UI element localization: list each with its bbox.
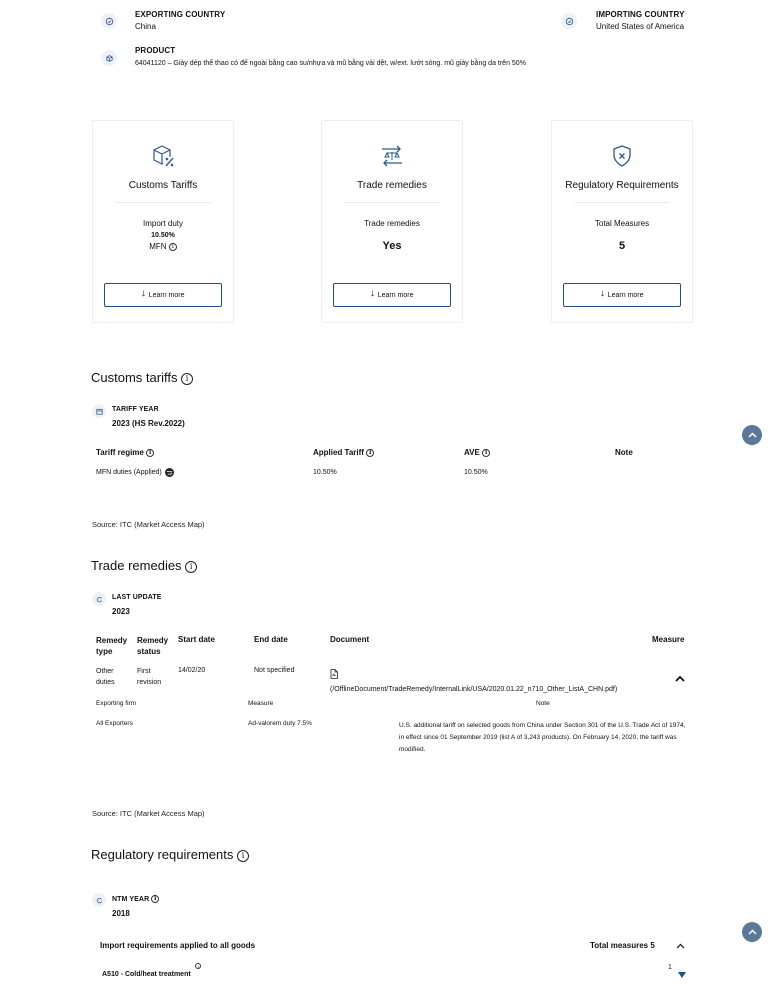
arrow-down-icon: 🡓 <box>600 289 605 298</box>
remedies-source: Source: ITC (Market Access Map) <box>92 809 205 818</box>
product-value: 64041120 – Giày dép thể thao có đế ngoài bằng cao su/nhựa và mũ bằng vải dệt, w/ext. lướt sóng. mũ giày bằng da trên 50% <box>135 60 526 67</box>
exporting-country-block <box>101 10 225 31</box>
info-icon[interactable]: i <box>366 449 374 457</box>
customs-tariffs-card <box>92 120 234 323</box>
info-icon[interactable]: i <box>181 373 193 385</box>
ntm-year-block <box>92 893 159 918</box>
tariff-regime-header: Tariff regime i <box>96 448 154 457</box>
info-icon[interactable]: i <box>482 449 490 457</box>
exporting-firm-cell: All Exporters <box>96 720 133 727</box>
product-block <box>101 46 526 67</box>
check-circle-icon <box>561 13 577 29</box>
check-circle-icon <box>101 13 117 29</box>
card-divider <box>115 202 211 203</box>
remedy-status-cell: First revision <box>137 668 162 686</box>
shield-x-icon <box>552 143 692 174</box>
exporting-country-value: China <box>135 22 156 31</box>
total-measures-label: Total measures 5 <box>590 940 655 950</box>
import-requirements-group[interactable] <box>100 938 690 952</box>
card-divider <box>344 202 440 203</box>
product-label: PRODUCT <box>135 46 176 55</box>
remedy-status-header: Remedy status <box>137 636 169 656</box>
document-cell[interactable] <box>330 666 617 693</box>
measure-item-count: 1 <box>668 964 672 971</box>
card-subtitle: Trade remedies <box>364 219 420 228</box>
box-icon <box>101 50 117 66</box>
tariff-year-value: 2023 (HS Rev.2022) <box>112 419 185 428</box>
regulatory-title: Regulatory requirements <box>91 847 234 862</box>
card-subtitle: Import duty <box>142 219 183 228</box>
start-date-header: Start date <box>178 635 215 644</box>
tariff-year-block <box>92 404 185 428</box>
end-date-header: End date <box>254 635 288 644</box>
ntm-year-label: NTM YEAR i <box>112 895 159 903</box>
info-icon[interactable]: i <box>169 243 177 251</box>
learn-more-label: Learn more <box>607 291 644 299</box>
collapse-chevron-up-icon[interactable] <box>675 669 685 687</box>
card-title: Regulatory Requirements <box>565 180 679 191</box>
last-update-value: 2023 <box>112 607 130 616</box>
last-update-block <box>92 592 162 616</box>
exporting-firm-header: Exporting firm <box>96 700 137 707</box>
info-icon[interactable]: i <box>185 561 197 573</box>
calendar-icon <box>92 404 106 418</box>
card-title: Trade remedies <box>357 180 427 191</box>
importing-country-block <box>561 10 685 31</box>
arrow-down-icon: 🡓 <box>141 289 146 298</box>
learn-more-label: Learn more <box>377 291 414 299</box>
chevron-up-icon[interactable] <box>676 936 685 954</box>
info-icon[interactable]: i <box>151 895 159 903</box>
card-subtitle: Total Measures <box>594 219 650 228</box>
document-header: Document <box>330 635 370 644</box>
learn-more-button[interactable] <box>563 283 681 307</box>
scales-icon <box>322 143 462 174</box>
learn-more-label: Learn more <box>148 291 185 299</box>
import-duty-value: 10.50% <box>151 232 175 239</box>
tariff-regime-cell: MFN duties (Applied) <box>96 468 174 477</box>
last-update-label: LAST UPDATE <box>112 594 162 601</box>
ave-header: AVE i <box>464 448 490 457</box>
refresh-icon <box>92 893 106 907</box>
info-icon[interactable]: i <box>195 963 201 969</box>
trade-remedies-value: Yes <box>382 240 402 252</box>
box-percent-icon <box>93 143 233 174</box>
mfn-label: MFN <box>149 242 167 251</box>
globe-icon[interactable] <box>165 468 174 477</box>
scroll-top-button[interactable] <box>742 425 762 445</box>
importing-country-label: IMPORTING COUNTRY <box>596 10 685 19</box>
regulatory-requirements-card <box>551 120 693 323</box>
customs-tariffs-title: Customs tariffs <box>91 370 178 385</box>
note-header: Note <box>615 448 633 457</box>
info-icon[interactable]: i <box>146 449 154 457</box>
sub-measure-cell: Ad-valorem duty 7.5% <box>248 720 312 727</box>
remedy-type-cell: Other duties <box>96 668 115 686</box>
applied-tariff-cell: 10.50% <box>313 469 337 476</box>
trade-remedies-heading <box>91 558 197 573</box>
mfn-label-row <box>93 242 233 251</box>
scroll-top-button[interactable] <box>742 922 762 942</box>
card-title: Customs Tariffs <box>128 180 198 191</box>
pdf-file-icon[interactable] <box>330 666 338 683</box>
chevron-up-icon <box>748 432 757 438</box>
sub-note-header: Note <box>536 700 550 707</box>
trade-remedies-card <box>321 120 463 323</box>
caret-down-icon[interactable] <box>678 965 686 983</box>
sub-measure-header: Measure <box>248 700 274 707</box>
learn-more-button[interactable] <box>333 283 451 307</box>
regulatory-heading <box>91 847 249 862</box>
sub-note-cell: U.S. additional tariff on selected goods from China under Section 301 of the U.S. Trade Act of 1974, in effect since 01 September 2019 (list A of 3,243 products). On February 14, 2020, the tariff was modified. <box>399 722 686 753</box>
tariffs-source: Source: ITC (Market Access Map) <box>92 520 205 529</box>
start-date-cell: 14/02/20 <box>178 667 206 674</box>
measure-header: Measure <box>652 635 685 644</box>
trade-remedies-title: Trade remedies <box>91 558 182 573</box>
refresh-icon <box>92 592 106 606</box>
document-link[interactable]: (/OfflineDocument/TradeRemedy/InternalLink/USA/2020.01.22_n710_Other_ListA_CHN.pdf) <box>330 686 618 693</box>
arrow-down-icon: 🡓 <box>370 289 375 298</box>
end-date-cell: Not specified <box>254 667 295 674</box>
info-icon[interactable]: i <box>237 850 249 862</box>
tariff-year-label: TARIFF YEAR <box>112 406 159 413</box>
card-divider <box>574 202 670 203</box>
chevron-up-icon <box>748 929 757 935</box>
group-title: Import requirements applied to all goods <box>100 940 256 950</box>
importing-country-value: United States of America <box>596 22 685 31</box>
measure-item-label: A510 - Cold/heat treatment <box>102 971 191 978</box>
measure-item-a510[interactable] <box>102 963 688 978</box>
customs-tariffs-heading <box>91 370 193 385</box>
remedy-type-header: Remedy type <box>96 636 128 656</box>
ntm-year-value: 2018 <box>112 909 130 918</box>
ave-cell: 10.50% <box>464 469 488 476</box>
total-measures-value: 5 <box>618 240 626 252</box>
learn-more-button[interactable] <box>104 283 222 307</box>
exporting-country-label: EXPORTING COUNTRY <box>135 10 226 19</box>
applied-tariff-header: Applied Tariff i <box>313 448 374 457</box>
